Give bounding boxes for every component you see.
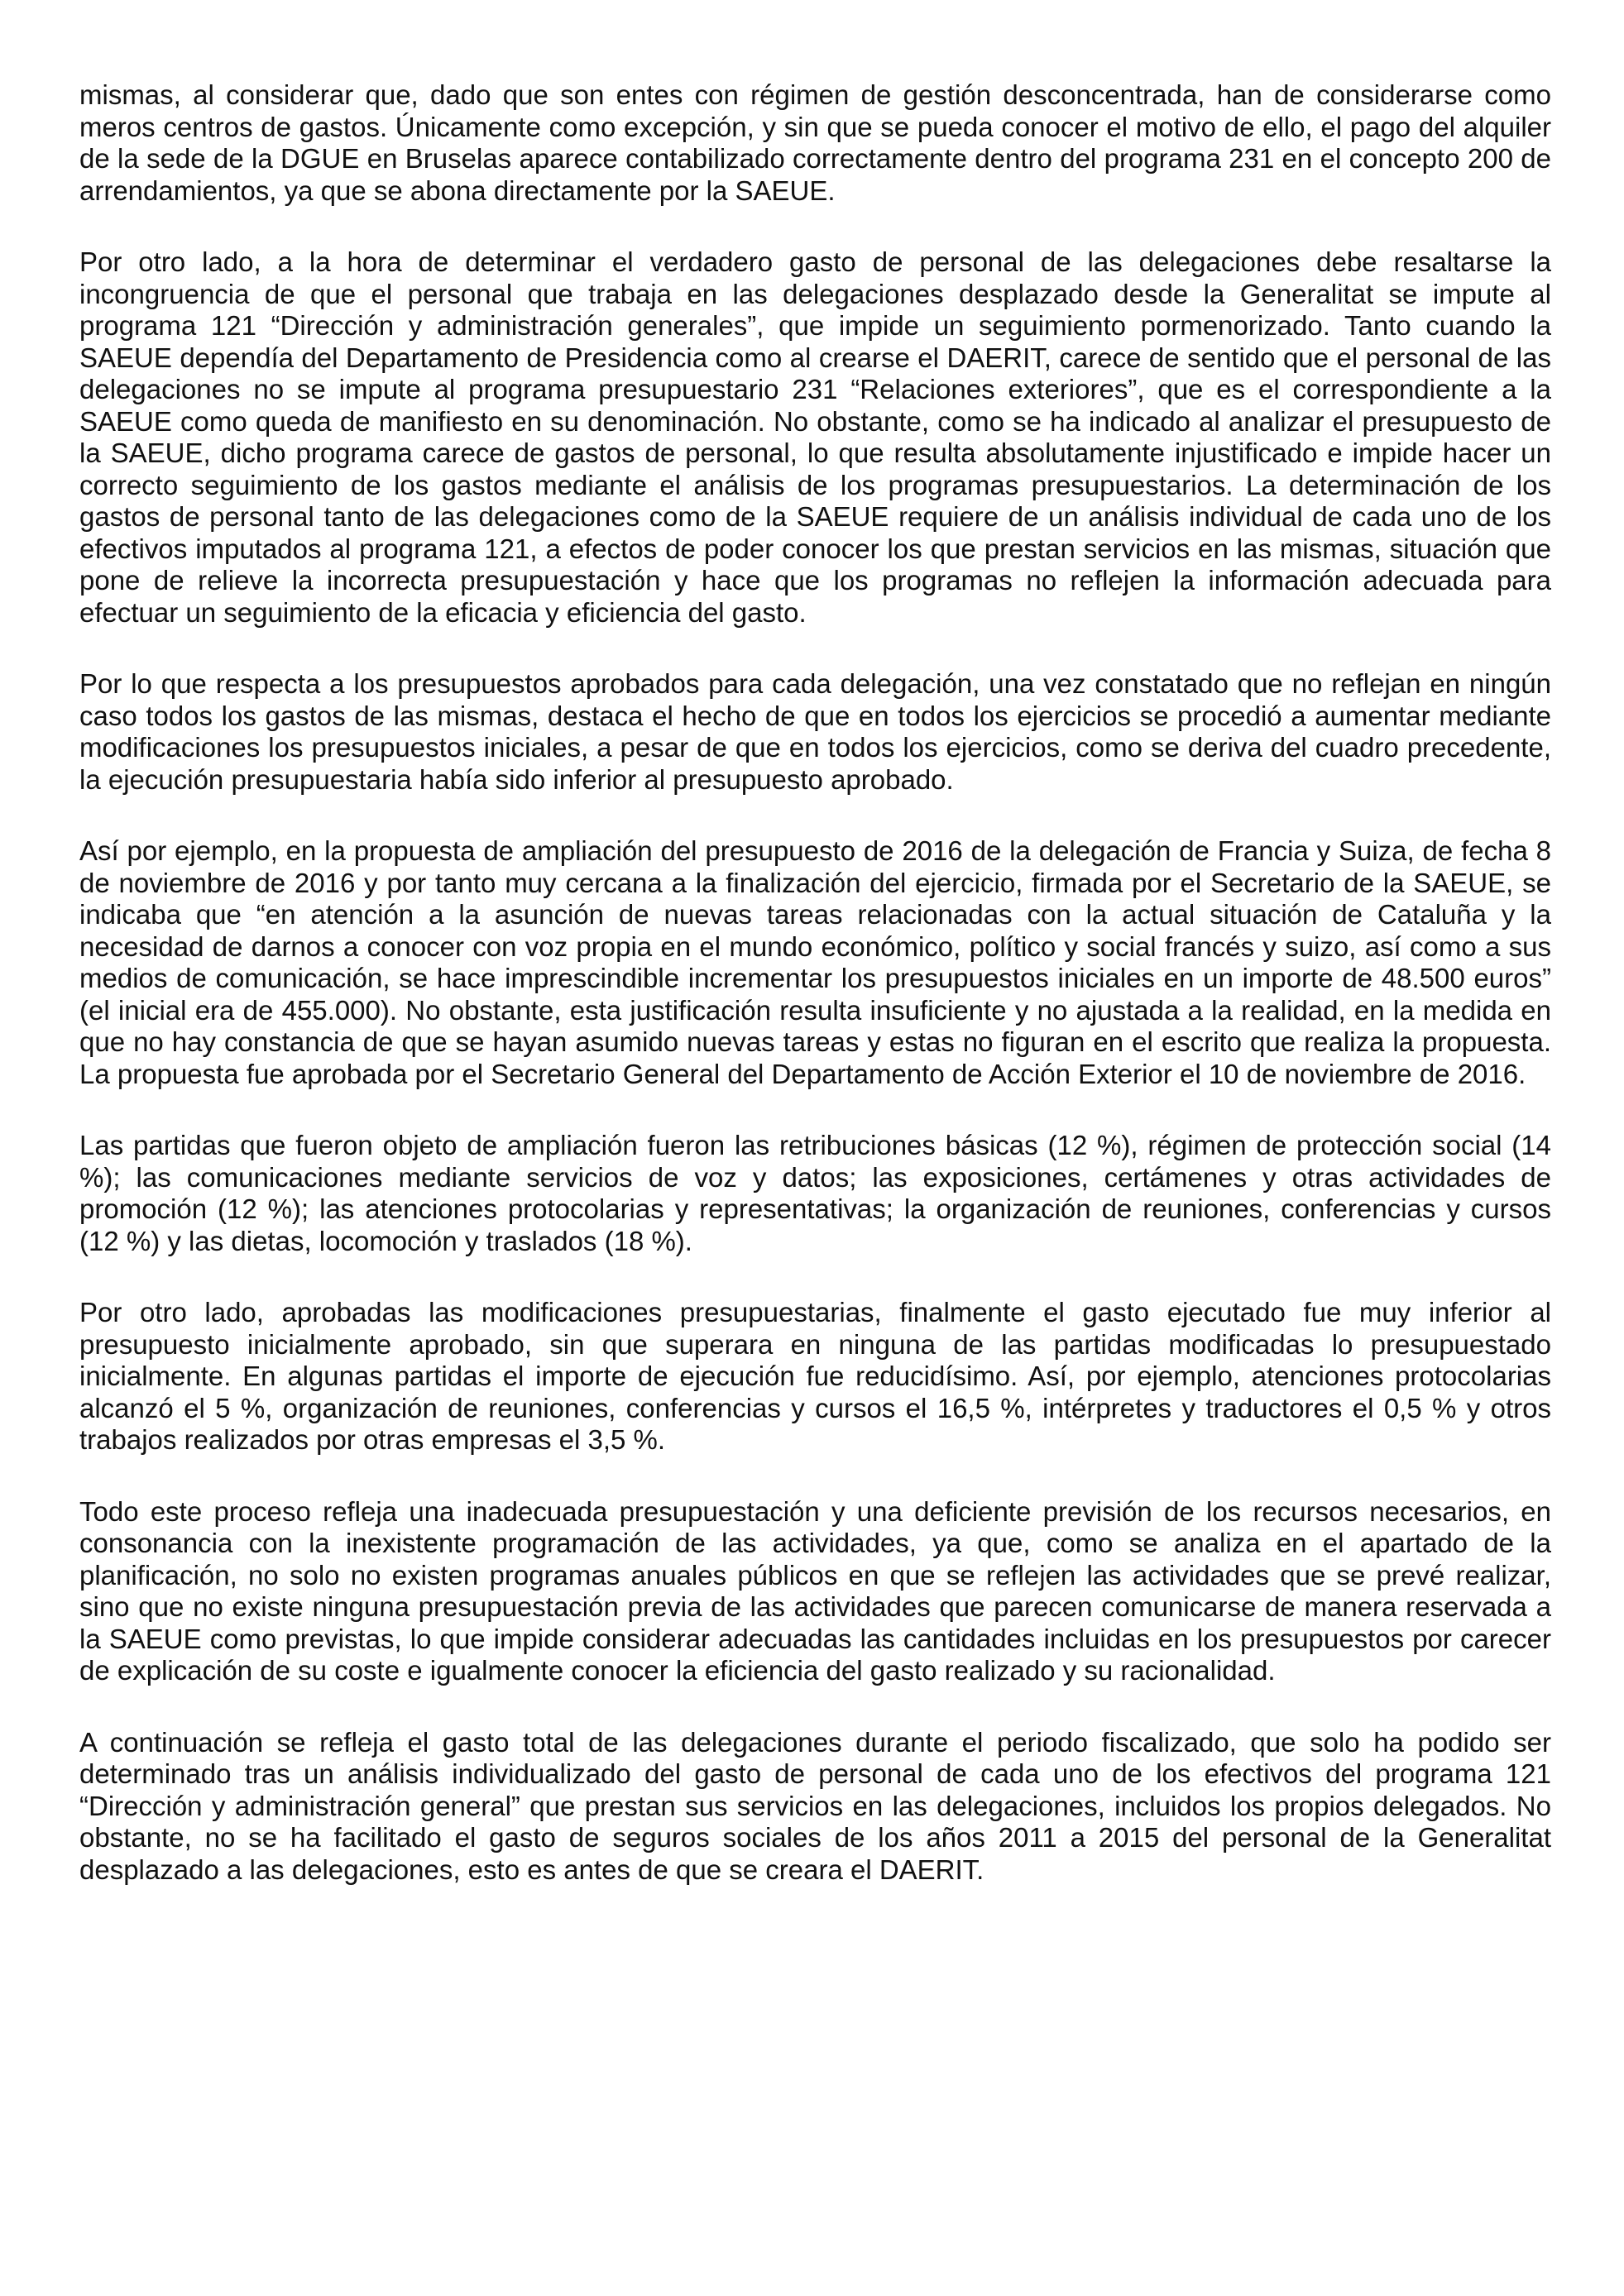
paragraph-1: mismas, al considerar que, dado que son entes con régimen de gestión desconcentrada, han de considerarse como meros centros de gastos. Únicamente como excepción, y sin que se pueda conocer el motivo de ello, el pago del alquiler de la sede de la DGUE en Bruselas aparece contabilizado correctamente dentro del programa 231 en el concepto 200 de arrendamientos, ya que se abona directamente por la SAEUE. — [79, 79, 1551, 206]
paragraph-8: A continuación se refleja el gasto total de las delegaciones durante el periodo fiscalizado, que solo ha podido ser determinado tras un análisis individualizado del gasto de personal de cada uno de los efectivos del programa 121 “Dirección y administración general” que prestan sus servicios en las delegaciones, incluidos los propios delegados. No obstante, no se ha facilitado el gasto de seguros sociales de los años 2011 a 2015 del personal de la Generalitat desplazado a las delegaciones, esto es antes de que se creara el DAERIT. — [79, 1726, 1551, 1885]
paragraph-4: Así por ejemplo, en la propuesta de ampliación del presupuesto de 2016 de la delegación de Francia y Suiza, de fecha 8 de noviembre de 2016 y por tanto muy cercana a la finalización del ejercicio, firmada por el Secretario de la SAEUE, se indicaba que “en atención a la asunción de nuevas tareas relacionadas con la actual situación de Cataluña y la necesidad de darnos a conocer con voz propia en el mundo económico, político y social francés y suizo, así como a sus medios de comunicación, se hace imprescindible incrementar los presupuestos iniciales en un importe de 48.500 euros” (el inicial era de 455.000). No obstante, esta justificación resulta insuficiente y no ajustada a la realidad, en la medida en que no hay constancia de que se hayan asumido nuevas tareas y estas no figuran en el escrito que realiza la propuesta. La propuesta fue aprobada por el Secretario General del Departamento de Acción Exterior el 10 de noviembre de 2016. — [79, 835, 1551, 1089]
paragraph-5: Las partidas que fueron objeto de ampliación fueron las retribuciones básicas (12 %), régimen de protección social (14 %); las comunicaciones mediante servicios de voz y datos; las exposiciones, certámenes y otras actividades de promoción (12 %); las atenciones protocolarias y representativas; la organización de reuniones, conferencias y cursos (12 %) y las dietas, locomoción y traslados (18 %). — [79, 1130, 1551, 1256]
paragraph-7: Todo este proceso refleja una inadecuada presupuestación y una deficiente previsión de los recursos necesarios, en consonancia con la inexistente programación de las actividades, ya que, como se analiza en el apartado de la planificación, no solo no existen programas anuales públicos en que se reflejen las actividades que se prevé realizar, sino que no existe ninguna presupuestación previa de las actividades que parecen comunicarse de manera reservada a la SAEUE como previstas, lo que impide considerar adecuadas las cantidades incluidas en los presupuestos por carecer de explicación de su coste e igualmente conocer la eficiencia del gasto realizado y su racionalidad. — [79, 1495, 1551, 1686]
paragraph-6: Por otro lado, aprobadas las modificaciones presupuestarias, finalmente el gasto ejecutado fue muy inferior al presupuesto inicialmente aprobado, sin que superara en ninguna de las partidas modificadas lo presupuestado inicialmente. En algunas partidas el importe de ejecución fue reducidísimo. Así, por ejemplo, atenciones protocolarias alcanzó el 5 %, organización de reuniones, conferencias y cursos el 16,5 %, intérpretes y traductores el 0,5 % y otros trabajos realizados por otras empresas el 3,5 %. — [79, 1297, 1551, 1455]
paragraph-3: Por lo que respecta a los presupuestos aprobados para cada delegación, una vez constatado que no reflejan en ningún caso todos los gastos de las mismas, destaca el hecho de que en todos los ejercicios se procedió a aumentar mediante modificaciones los presupuestos iniciales, a pesar de que en todos los ejercicios, como se deriva del cuadro precedente, la ejecución presupuestaria había sido inferior al presupuesto aprobado. — [79, 668, 1551, 795]
document-page — [79, 79, 1551, 1886]
paragraph-2: Por otro lado, a la hora de determinar el verdadero gasto de personal de las delegaciones debe resaltarse la incongruencia de que el personal que trabaja en las delegaciones desplazado desde la Generalitat se impute al programa 121 “Dirección y administración generales”, que impide un seguimiento pormenorizado. Tanto cuando la SAEUE dependía del Departamento de Presidencia como al crearse el DAERIT, carece de sentido que el personal de las delegaciones no se impute al programa presupuestario 231 “Relaciones exteriores”, que es el correspondiente a la SAEUE como queda de manifiesto en su denominación. No obstante, como se ha indicado al analizar el presupuesto de la SAEUE, dicho programa carece de gastos de personal, lo que resulta absolutamente injustificado e impide hacer un correcto seguimiento de los gastos mediante el análisis de los programas presupuestarios. La determinación de los gastos de personal tanto de las delegaciones como de la SAEUE requiere de un análisis individual de cada uno de los efectivos imputados al programa 121, a efectos de poder conocer los que prestan servicios en las mismas, situación que pone de relieve la incorrecta presupuestación y hace que los programas no reflejen la información adecuada para efectuar un seguimiento de la eficacia y eficiencia del gasto. — [79, 246, 1551, 628]
